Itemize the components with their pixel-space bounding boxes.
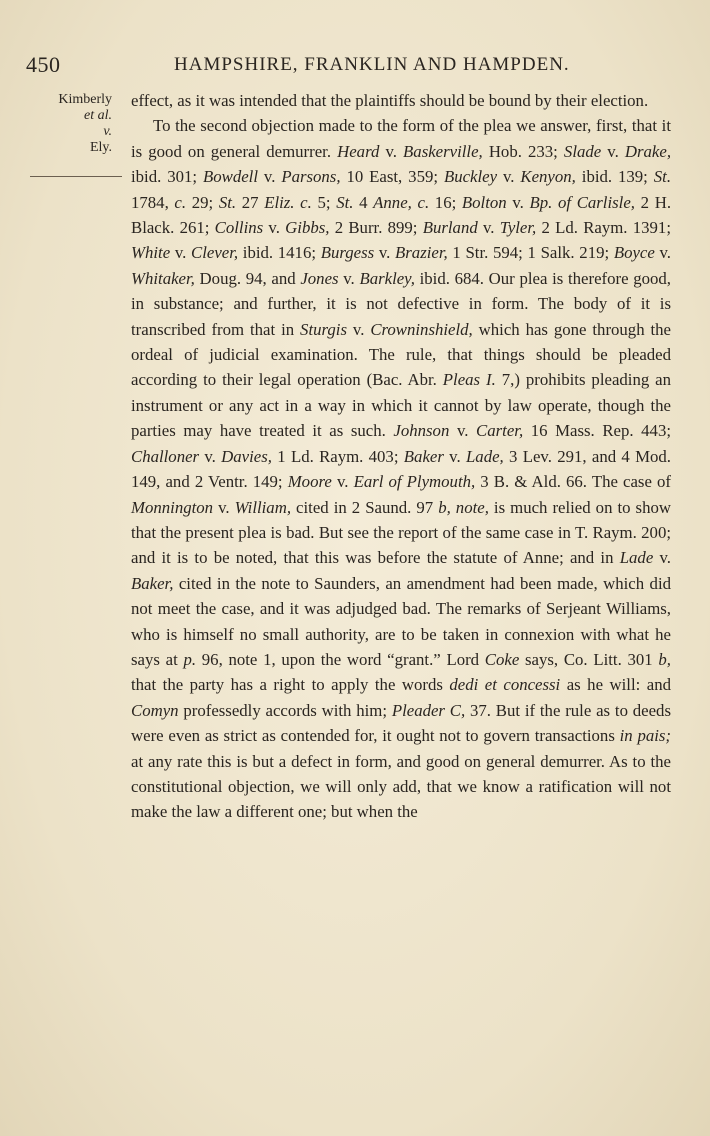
- italic-citation: Earl of Plymouth,: [353, 472, 476, 492]
- text-run: that the party has a right to apply the words: [131, 675, 450, 695]
- italic-citation: Johnson: [393, 421, 450, 441]
- text-run: v.: [601, 141, 625, 161]
- italic-citation: Clever,: [191, 243, 239, 263]
- italic-citation: Comyn: [131, 700, 179, 720]
- text-run: ibid. 301;: [131, 167, 203, 187]
- italic-citation: b, note,: [438, 497, 489, 517]
- italic-citation: St.: [336, 192, 354, 212]
- italic-citation: Kenyon,: [520, 167, 576, 187]
- text-run: v.: [506, 192, 530, 212]
- body-text: [131, 88, 671, 825]
- italic-citation: Carter,: [476, 421, 524, 441]
- text-run: professedly accords with him;: [178, 700, 392, 720]
- italic-citation: Parsons,: [281, 167, 341, 187]
- italic-citation: Davies,: [221, 446, 272, 466]
- text-run: 3 B. & Ald. 66. The case of: [475, 472, 671, 492]
- text-run: v.: [379, 141, 404, 161]
- margin-plaintiff: Kimberly: [58, 92, 112, 107]
- italic-citation: c.: [174, 192, 187, 212]
- margin-rule: [30, 176, 122, 177]
- italic-citation: St.: [653, 167, 672, 187]
- italic-citation: Heard: [337, 141, 380, 161]
- text-run: which has gone through the ordeal of judicial examination. The rule, that things should be pleaded according to their legal operation (Bac. Abr.: [131, 319, 672, 390]
- italic-citation: Burland: [422, 218, 478, 238]
- italic-citation: Eliz. c.: [264, 192, 312, 212]
- italic-citation: Bp. of Carlisle,: [529, 192, 635, 212]
- text-run: v.: [443, 446, 466, 466]
- text-run: 10 East, 359;: [340, 167, 444, 187]
- text-run: ibid. 1416;: [238, 243, 321, 263]
- italic-citation: Lade,: [465, 446, 504, 466]
- running-head: HAMPSHIRE, FRANKLIN AND HAMPDEN.: [174, 54, 570, 75]
- text-run: 5;: [311, 192, 337, 212]
- paragraph-second-objection: [131, 113, 671, 824]
- italic-citation: Baskerville,: [403, 141, 483, 161]
- text-run: 16;: [429, 192, 462, 212]
- text-run: v.: [653, 548, 671, 568]
- text-run: v.: [654, 243, 672, 263]
- text-run: Hob. 233;: [482, 141, 564, 161]
- italic-citation: dedi et concessi: [449, 675, 561, 695]
- italic-citation: Lade: [619, 548, 654, 568]
- text-run: v.: [497, 167, 521, 187]
- text-run: as he will: and: [560, 675, 671, 695]
- italic-citation: Pleader C,: [391, 700, 466, 720]
- margin-et-al: et al.: [84, 108, 112, 123]
- italic-citation: Pleas I.: [442, 370, 496, 390]
- italic-citation: Slade: [563, 141, 602, 161]
- text-run: 2 Burr. 899;: [329, 218, 423, 238]
- italic-citation: Bolton: [461, 192, 507, 212]
- text-run: v.: [331, 472, 354, 492]
- italic-citation: Bowdell: [202, 167, 258, 187]
- italic-citation: Baker,: [131, 573, 174, 593]
- page-header: [26, 52, 666, 82]
- text-run: v.: [213, 497, 235, 517]
- italic-citation: William,: [234, 497, 292, 517]
- italic-citation: in pais;: [619, 726, 672, 746]
- text-run: To the second objection made to the form of the plea we answer, first, that it is good on general demurrer.: [131, 116, 671, 161]
- italic-citation: Coke: [484, 649, 520, 669]
- text-run: 37. But if the rule as to deeds were even as strict as contended for, it ought not to govern transactions: [131, 700, 671, 746]
- italic-citation: Tyler,: [499, 218, 537, 238]
- italic-citation: Jones: [300, 268, 339, 288]
- text-run: v.: [263, 218, 286, 238]
- italic-citation: Boyce: [613, 243, 655, 263]
- margin-defendant: Ely.: [89, 140, 112, 155]
- italic-citation: Brazier,: [395, 243, 448, 263]
- italic-citation: b,: [658, 649, 671, 669]
- text-run: 3 Lev. 291, and 4 Mod. 149, and 2 Ventr. 149;: [131, 446, 671, 492]
- text-run: cited in 2 Saund. 97: [291, 497, 439, 517]
- text-run: v.: [374, 243, 396, 263]
- italic-citation: Challoner: [131, 446, 200, 466]
- text-run: v.: [338, 268, 360, 288]
- italic-citation: Gibbs,: [285, 218, 330, 238]
- text-run: 1784,: [131, 192, 175, 212]
- text-run: v.: [477, 218, 500, 238]
- italic-citation: Whitaker,: [131, 268, 195, 288]
- text-run: 4: [353, 192, 374, 212]
- italic-citation: Monnington: [131, 497, 214, 517]
- text-run: 2 Ld. Raym. 1391;: [536, 218, 671, 238]
- text-run: ibid. 139;: [575, 167, 654, 187]
- italic-citation: Baker: [403, 446, 444, 466]
- page-number: 450: [26, 52, 61, 77]
- margin-versus: v.: [103, 124, 112, 139]
- italic-citation: Burgess: [320, 243, 375, 263]
- italic-citation: White: [131, 243, 171, 263]
- text-run: cited in the note to Saunders, an amendment had been made, which did not meet the case, and it was adjudged bad. The remarks of Serjeant Williams, who is himself no small authority, are to be taken in connexion with what he says at: [131, 573, 671, 669]
- text-run: says, Co. Litt. 301: [519, 649, 659, 669]
- text-run: v.: [346, 319, 371, 339]
- paragraph-continuation: [131, 88, 671, 113]
- italic-citation: Anne, c.: [373, 192, 430, 212]
- italic-citation: Collins: [214, 218, 264, 238]
- text-run: v.: [257, 167, 282, 187]
- text-run: v.: [449, 421, 477, 441]
- text-run: effect, as it was intended that the plaintiffs should be bound by their election.: [131, 91, 649, 110]
- italic-citation: p.: [183, 649, 197, 669]
- text-run: 1 Str. 594; 1 Salk. 219;: [447, 243, 614, 263]
- text-run: is much relied on to show that the present plea is bad. But see the report of the same case in T. Raym. 200; and it is to be noted, that this was before the statute of Anne; and in: [131, 497, 671, 568]
- italic-citation: Drake,: [624, 141, 672, 161]
- margin-case-caption: [26, 92, 112, 156]
- text-run: 1 Ld. Raym. 403;: [271, 446, 404, 466]
- text-run: at any rate this is but a defect in form, and good on general demurrer. As to the constitutional objection, we will only add, that we know a ratification will not make the law a different one; but when the: [131, 751, 671, 822]
- italic-citation: St.: [218, 192, 237, 212]
- text-run: 29;: [186, 192, 219, 212]
- text-run: 27: [236, 192, 265, 212]
- text-run: v.: [170, 243, 192, 263]
- text-run: ibid. 684. Our plea is therefore good, in substance; and further, it is not defective in form. The body of it is transcribed from that in: [131, 268, 671, 339]
- text-run: 16 Mass. Rep. 443;: [523, 421, 672, 441]
- italic-citation: Moore: [287, 472, 332, 492]
- italic-citation: Barkley,: [359, 268, 415, 288]
- text-run: v.: [199, 446, 222, 466]
- text-run: 2 H. Black. 261;: [131, 192, 672, 238]
- italic-citation: Sturgis: [300, 319, 347, 339]
- italic-citation: Buckley: [443, 167, 498, 187]
- italic-citation: Crowninshield,: [370, 319, 473, 339]
- text-run: 7,) prohibits pleading an instrument or any act in a way in which it cannot by law operate, though the parties may have treated it as such.: [131, 370, 671, 441]
- text-run: Doug. 94, and: [194, 268, 301, 288]
- text-run: 96, note 1, upon the word “grant.” Lord: [196, 649, 485, 669]
